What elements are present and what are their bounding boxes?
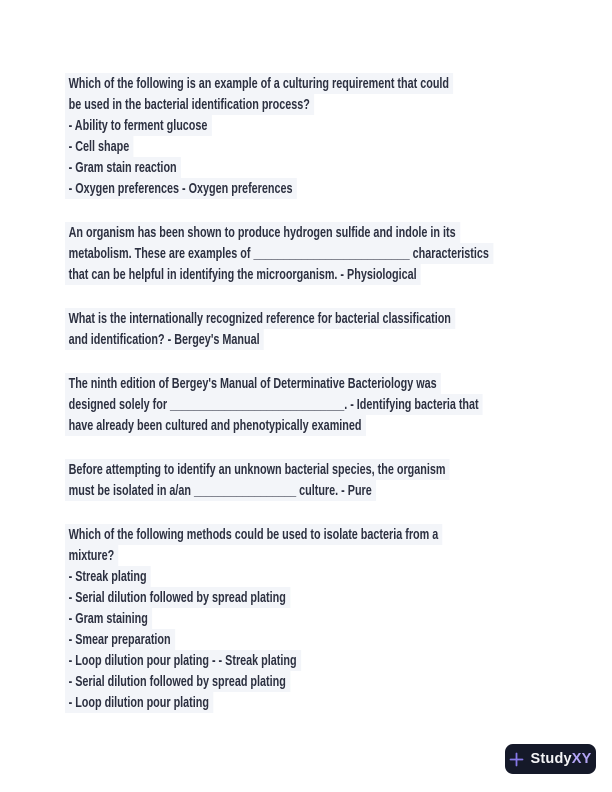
line-text: metabolism. These are examples of __________________________ characteristics xyxy=(65,243,493,264)
logo-text xyxy=(530,752,591,767)
text-line xyxy=(70,308,612,329)
line-text: be used in the bacterial identification process? xyxy=(65,94,314,115)
line-text: mixture? xyxy=(65,545,119,566)
line-text: - Serial dilution followed by spread plating xyxy=(65,671,290,692)
line-text: - Gram stain reaction xyxy=(65,157,181,178)
line-text: have already been cultured and phenotypically examined xyxy=(65,415,366,436)
line-text: - Ability to ferment glucose xyxy=(65,115,212,136)
text-line xyxy=(70,566,612,587)
text-line xyxy=(70,243,612,264)
line-text: - Oxygen preferences - Oxygen preferences xyxy=(65,178,297,199)
qa-block-6 xyxy=(70,524,612,713)
text-line xyxy=(70,329,612,350)
text-line xyxy=(70,545,612,566)
line-text: Which of the following is an example of a culturing requirement that could xyxy=(65,73,453,94)
line-text: - Gram staining xyxy=(65,608,152,629)
text-line xyxy=(70,629,612,650)
logo-text-primary: Study xyxy=(530,750,572,767)
qa-block-2 xyxy=(70,222,612,285)
line-text: An organism has been shown to produce hydrogen sulfide and indole in its xyxy=(65,222,460,243)
logo-text-accent: XY xyxy=(571,750,592,767)
line-text: - Streak plating xyxy=(65,566,151,587)
text-line xyxy=(70,136,612,157)
text-line xyxy=(70,264,612,285)
text-line xyxy=(70,608,612,629)
line-text: - Cell shape xyxy=(65,136,134,157)
text-line xyxy=(70,480,612,501)
text-line xyxy=(70,373,612,394)
text-line xyxy=(70,692,612,713)
text-line xyxy=(70,524,612,545)
text-line xyxy=(70,94,612,115)
qa-block-5 xyxy=(70,459,612,501)
qa-block-4 xyxy=(70,373,612,436)
line-text: Which of the following methods could be used to isolate bacteria from a xyxy=(65,524,443,545)
text-line xyxy=(70,73,612,94)
text-line xyxy=(70,459,612,480)
studyxy-logo[interactable] xyxy=(505,744,596,774)
text-line xyxy=(70,415,612,436)
line-text: The ninth edition of Bergey's Manual of Determinative Bacteriology was xyxy=(65,373,441,394)
line-text: - Smear preparation xyxy=(65,629,175,650)
line-text: and identification? - Bergey's Manual xyxy=(65,329,264,350)
line-text: designed solely for _____________________________. - Identifying bacteria that xyxy=(65,394,483,415)
text-line xyxy=(70,115,612,136)
qa-block-3 xyxy=(70,308,612,350)
text-line xyxy=(70,671,612,692)
plus-icon xyxy=(509,752,524,767)
line-text: that can be helpful in identifying the microorganism. - Physiological xyxy=(65,264,421,285)
line-text: Before attempting to identify an unknown bacterial species, the organism xyxy=(65,459,450,480)
text-line xyxy=(70,650,612,671)
text-line xyxy=(70,394,612,415)
line-text: - Loop dilution pour plating - - Streak plating xyxy=(65,650,301,671)
text-line xyxy=(70,178,612,199)
line-text: must be isolated in a/an _________________ culture. - Pure xyxy=(65,480,376,501)
text-line xyxy=(70,157,612,178)
line-text: - Loop dilution pour plating xyxy=(65,692,213,713)
document-body xyxy=(70,73,612,736)
line-text: - Serial dilution followed by spread plating xyxy=(65,587,290,608)
qa-block-1 xyxy=(70,73,612,199)
line-text: What is the internationally recognized reference for bacterial classification xyxy=(65,308,455,329)
text-line xyxy=(70,222,612,243)
text-line xyxy=(70,587,612,608)
